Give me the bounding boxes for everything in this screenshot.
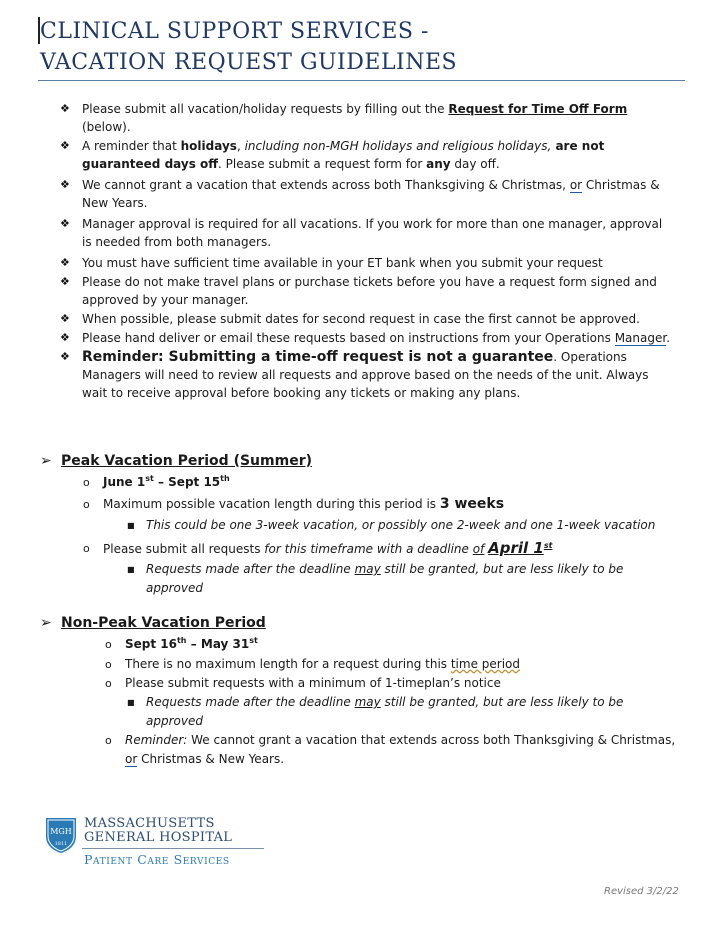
title-divider [38, 80, 685, 81]
diamond-bullet-icon: ❖ [60, 139, 70, 152]
circle-bullet-icon: o [105, 734, 112, 747]
logo-line-3: Patient Care Services [84, 852, 230, 867]
guideline-item: ❖ You must have sufficient time available in your ET bank when you submit your request [60, 256, 603, 270]
guideline-item: ❖ Please hand deliver or email these requests based on instructions from your Operations Manager. [60, 331, 671, 345]
circle-bullet-icon: o [83, 476, 90, 489]
circle-bullet-icon: o [83, 498, 90, 511]
guidelines-list [60, 100, 670, 403]
circle-bullet-icon: o [105, 677, 112, 690]
svg-text:MGH: MGH [50, 827, 72, 836]
diamond-bullet-icon: ❖ [60, 217, 70, 230]
circle-bullet-icon: o [105, 658, 112, 671]
guideline-item: ❖ We cannot grant a vacation that extends across both Thanksgiving & Christmas, or Christmas & New Years. [60, 178, 660, 210]
nonpeak-reminder: o Reminder: We cannot grant a vacation that extends across both Thanksgiving & Christmas, or Christmas & New Years. [105, 733, 676, 766]
diamond-bullet-icon: ❖ [60, 350, 70, 363]
title-line-1: CLINICAL SUPPORT SERVICES - [40, 19, 429, 44]
diamond-bullet-icon: ❖ [60, 312, 70, 325]
arrow-bullet-icon: ➢ [40, 615, 52, 631]
peak-deadline-note: ■ Requests made after the deadline may still be granted, but are less likely to be approved [127, 562, 624, 595]
guideline-item: ❖ When possible, please submit dates for second request in case the first cannot be approved. [60, 312, 640, 326]
form-link[interactable]: Request for Time Off Form [448, 102, 628, 116]
nonpeak-max: o There is no maximum length for a request during this time period [40, 655, 680, 674]
mgh-shield-icon [44, 816, 78, 854]
nonpeak-notice-note: ■ Requests made after the deadline may still be granted, but are less likely to be approved [127, 695, 624, 728]
square-bullet-icon: ■ [127, 521, 135, 530]
nonpeak-section [40, 613, 680, 769]
square-bullet-icon: ■ [127, 565, 135, 574]
logo-divider [82, 848, 264, 849]
arrow-bullet-icon: ➢ [40, 453, 52, 469]
revised-date: Revised 3/2/22 [604, 886, 679, 897]
guideline-item: ❖ Manager approval is required for all vacations. If you work for more than one manager, approval is needed from both managers. [60, 217, 663, 249]
page-title [40, 16, 457, 78]
nonpeak-dates: o Sept 16th – May 31st [40, 635, 680, 654]
peak-section [40, 451, 680, 598]
circle-bullet-icon: o [83, 542, 90, 555]
guideline-item: ❖ Please submit all vacation/holiday requests by filling out the Request for Time Off Form (below). [60, 102, 628, 134]
square-bullet-icon: ■ [127, 698, 135, 707]
peak-deadline: o Please submit all requests for this timeframe with a deadline of April 1st [83, 539, 553, 557]
nonpeak-notice: o Please submit requests with a minimum of 1-timeplan’s notice [40, 674, 680, 693]
peak-max-note: ■ This could be one 3-week vacation, or possibly one 2-week and one 1-week vacation [40, 516, 680, 535]
peak-dates: o June 1st – Sept 15th [40, 473, 680, 492]
mgh-logo [44, 814, 274, 874]
diamond-bullet-icon: ❖ [60, 331, 70, 344]
logo-line-2: GENERAL HOSPITAL [84, 830, 233, 845]
peak-heading: ➢ Peak Vacation Period (Summer) [40, 453, 312, 469]
peak-max: o Maximum possible vacation length during this period is 3 weeks [83, 496, 505, 512]
guideline-item: ❖ Reminder: Submitting a time-off request is not a guarantee. Operations Managers will need to review all requests and approve based on the needs of the unit. Always wait to receive approval before booking any tickets or making any plans. [60, 349, 649, 400]
diamond-bullet-icon: ❖ [60, 275, 70, 288]
diamond-bullet-icon: ❖ [60, 102, 70, 115]
diamond-bullet-icon: ❖ [60, 178, 70, 191]
svg-text:1811: 1811 [54, 841, 68, 847]
nonpeak-heading: ➢ Non-Peak Vacation Period [40, 615, 266, 631]
title-line-2: VACATION REQUEST GUIDELINES [40, 50, 458, 75]
guideline-item: ❖ A reminder that holidays, including non-MGH holidays and religious holidays, are not guaranteed days off. Please submit a request form for any day off. [60, 139, 605, 171]
logo-line-1: MASSACHUSETTS [84, 816, 215, 831]
guideline-item: ❖ Please do not make travel plans or purchase tickets before you have a request form signed and approved by your manager. [60, 275, 657, 307]
circle-bullet-icon: o [105, 638, 112, 651]
diamond-bullet-icon: ❖ [60, 256, 70, 269]
